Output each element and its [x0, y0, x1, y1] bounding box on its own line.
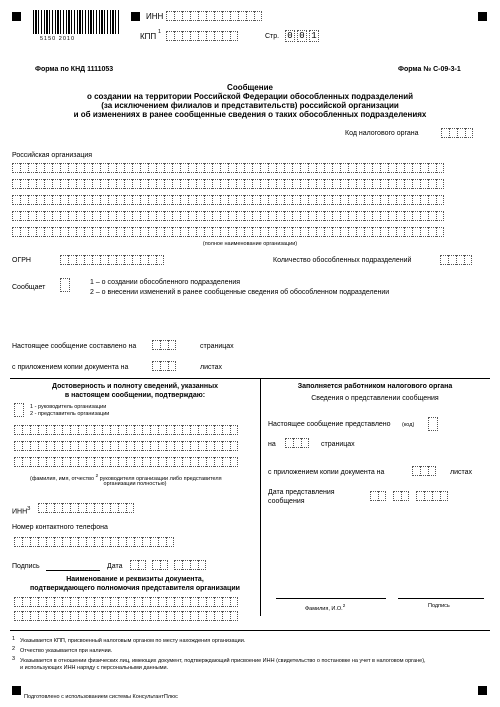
- reports-code-field[interactable]: [60, 278, 70, 292]
- page-digit-2: 0: [297, 30, 307, 42]
- officer-signature-label: Подпись: [428, 603, 450, 609]
- authority-doc-heading-2: подтверждающего полномочия представителя организации: [30, 585, 240, 592]
- column-divider: [260, 378, 261, 616]
- officer-pages-unit: страницах: [321, 441, 355, 448]
- page-label: Стр.: [265, 33, 280, 40]
- org-name-row-1[interactable]: [12, 163, 444, 173]
- authority-doc-row-2[interactable]: [14, 611, 238, 621]
- signer-name-row-1[interactable]: [14, 425, 238, 435]
- tax-office-code-field[interactable]: [441, 128, 473, 138]
- fio-line[interactable]: [276, 598, 386, 599]
- officer-attach-unit: листах: [450, 469, 473, 476]
- submitted-code-label: (код): [402, 422, 415, 428]
- officer-attach-label: с приложением копии документа на: [268, 469, 385, 476]
- pages-field[interactable]: [152, 340, 176, 350]
- date-year[interactable]: [174, 560, 206, 570]
- tax-office-code-label: Код налогового органа: [345, 130, 419, 137]
- reports-label: Сообщает: [12, 284, 46, 291]
- inn-label: ИНН: [146, 12, 164, 21]
- on-label: на: [268, 441, 276, 448]
- kpp-field[interactable]: [166, 31, 238, 41]
- footnote-1-marker: 1: [12, 636, 16, 642]
- confirm-heading-2: в настоящем сообщении, подтверждаю:: [64, 392, 206, 399]
- subdivision-count-label: Количество обособленных подразделений: [273, 257, 412, 264]
- signer-name-caption-1: (фамилия, имя, отчество $^2$ руководителя организации либо представителя: [30, 473, 222, 482]
- submitted-code-field[interactable]: [428, 417, 438, 431]
- page-digit-1: 0: [285, 30, 295, 42]
- submission-date-label-2: сообщения: [268, 498, 305, 505]
- form-number: Форма № С-09-3-1: [398, 66, 461, 73]
- corner-marker-top-right: [478, 12, 487, 21]
- date-month[interactable]: [152, 560, 168, 570]
- fio-label: Фамилия, И.О.$^2$: [305, 603, 346, 612]
- signature-label: Подпись: [12, 563, 40, 570]
- org-name-caption: (полное наименование организации): [202, 241, 298, 247]
- submission-date-year[interactable]: [416, 491, 448, 501]
- signer-inn-label: ИНН$^3$: [12, 506, 31, 516]
- org-label: Российская организация: [12, 152, 93, 159]
- phone-field[interactable]: [14, 537, 174, 547]
- attach-unit: листах: [200, 364, 223, 371]
- tax-officer-subheading: Сведения о представлении сообщения: [311, 395, 439, 402]
- kpp-footnote: 1: [158, 29, 162, 35]
- footnote-3-text: Указывается в отношении физических лиц, имеющих документ, подтверждающий присвоение ИНН (свидетельство о постановке на учет в налоговом органе),: [20, 658, 426, 664]
- footnote-1-text: Указывается КПП, присвоенный налоговым органом по месту нахождения организации.: [20, 638, 246, 644]
- submission-date-day[interactable]: [370, 491, 386, 501]
- corner-marker-top-left: [12, 12, 21, 21]
- signer-option-2: 2 - представитель организации: [30, 411, 110, 417]
- footnote-separator: [10, 630, 490, 631]
- signer-option-1: 1 - руководитель организации: [30, 404, 107, 410]
- signer-name-row-2[interactable]: [14, 441, 238, 451]
- officer-pages-field[interactable]: [285, 438, 309, 448]
- submission-date-label-1: Дата представления: [268, 489, 335, 496]
- signature-line[interactable]: [46, 570, 100, 571]
- signer-type-field[interactable]: [14, 403, 24, 417]
- date-label: Дата: [107, 563, 123, 570]
- authority-doc-row-1[interactable]: [14, 597, 238, 607]
- title-line-1: Сообщение: [227, 83, 273, 92]
- barcode: [33, 10, 119, 34]
- phone-label: Номер контактного телефона: [12, 524, 108, 531]
- footnote-3-marker: 3: [12, 656, 16, 662]
- corner-marker-top-mid: [131, 12, 140, 21]
- reports-option-2: 2 – о внесении изменений в ранее сообщенные сведения об обособленном подразделении: [90, 289, 390, 296]
- page-digit-3: 1: [309, 30, 319, 42]
- officer-signature-line[interactable]: [398, 598, 484, 599]
- corner-marker-bottom-right: [478, 686, 487, 695]
- footnote-3-text-cont: и использующих ИНН наряду с персональными данными.: [20, 665, 169, 671]
- org-name-row-4[interactable]: [12, 211, 444, 221]
- title-line-2: о создании на территории Российской Федерации обособленных подразделений: [86, 92, 414, 101]
- pages-label: Настоящее сообщение составлено на: [12, 343, 137, 350]
- corner-marker-bottom-left: [12, 686, 21, 695]
- tax-officer-heading: Заполняется работником налогового органа: [297, 383, 453, 390]
- title-line-4: и об изменениях в ранее сообщенные сведения о таких обособленных подразделениях: [73, 110, 427, 119]
- signer-inn-field[interactable]: [38, 503, 134, 513]
- footnote-2-text: Отчество указывается при наличии.: [20, 648, 113, 654]
- officer-attach-field[interactable]: [412, 466, 436, 476]
- barcode-number: 5150 2010: [40, 36, 75, 42]
- org-name-row-5[interactable]: [12, 227, 444, 237]
- date-day[interactable]: [130, 560, 146, 570]
- subdivision-count-field[interactable]: [440, 255, 472, 265]
- confirm-heading-1: Достоверность и полноту сведений, указанных: [52, 383, 218, 390]
- inn-field[interactable]: [166, 11, 262, 21]
- pages-unit: страницах: [200, 343, 234, 350]
- reports-option-1: 1 – о создании обособленного подразделения: [90, 279, 241, 286]
- signer-name-row-3[interactable]: [14, 457, 238, 467]
- submission-date-month[interactable]: [393, 491, 409, 501]
- title-line-3: (за исключением филиалов и представительств) российской организации: [101, 101, 399, 110]
- ogrn-label: ОГРН: [12, 257, 31, 264]
- knd-code: Форма по КНД 1111053: [35, 66, 114, 73]
- kpp-label: КПП: [140, 32, 157, 41]
- signer-name-caption-2: организации полностью): [103, 481, 167, 487]
- section-divider: [10, 378, 490, 379]
- footnote-2-marker: 2: [12, 646, 16, 652]
- attach-field[interactable]: [152, 361, 176, 371]
- org-name-row-2[interactable]: [12, 179, 444, 189]
- attach-label: с приложением копии документа на: [12, 364, 129, 371]
- ogrn-field[interactable]: [60, 255, 164, 265]
- footer-credit: Подготовлено с использованием системы КонсультантПлюс: [24, 694, 178, 700]
- authority-doc-heading-1: Наименование и реквизиты документа,: [66, 576, 204, 583]
- org-name-row-3[interactable]: [12, 195, 444, 205]
- submitted-label: Настоящее сообщение представлено: [268, 421, 391, 428]
